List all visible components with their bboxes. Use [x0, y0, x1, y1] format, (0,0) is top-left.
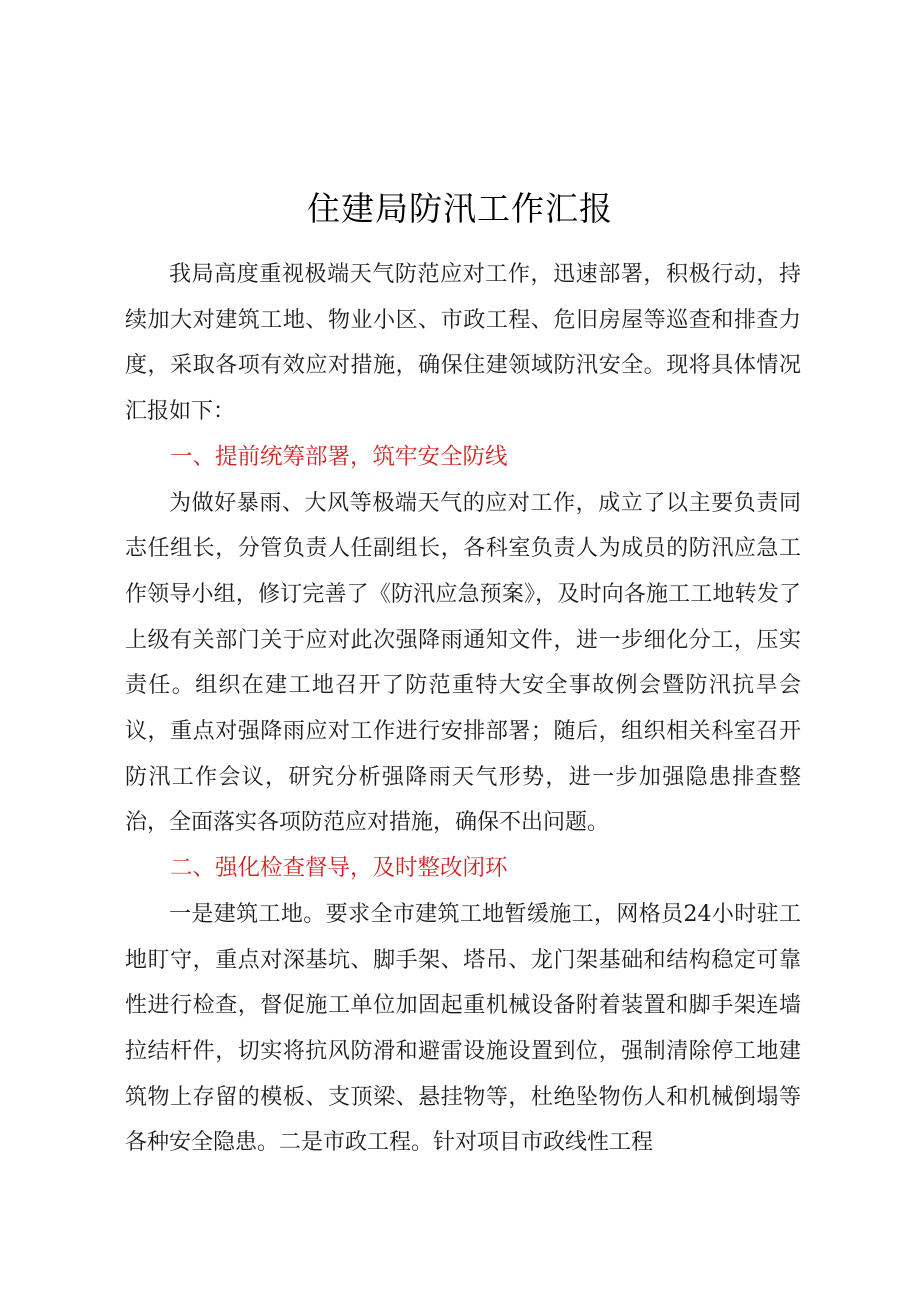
section-heading-2: 二、强化检查督导，及时整改闭环: [170, 855, 508, 882]
document-body: [125, 252, 801, 1166]
intro-paragraph: 我局高度重视极端天气防范应对工作，迅速部署，积极行动，持续加大对建筑工地、物业小区、市政工程、危旧房屋等巡查和排查力度，采取各项有效应对措施，确保住建领域防汛安全。现将具体情况汇报如下：: [125, 262, 801, 425]
document-title: 住建局防汛工作汇报: [307, 189, 613, 228]
section-1-paragraph: 为做好暴雨、大风等极端天气的应对工作，成立了以主要负责同志任组长，分管负责人任副组长，各科室负责人为成员的防汛应急工作领导小组，修订完善了《防汛应急预案》，及时向各施工工地转发了上级有关部门关于应对此次强降雨通知文件，进一步细化分工，压实责任。组织在建工地召开了防范重特大安全事故例会暨防汛抗旱会议，重点对强降雨应对工作进行安排部署；随后，组织相关科室召开防汛工作会议，研究分析强降雨天气形势，进一步加强隐患排查整治，全面落实各项防范应对措施，确保不出问题。: [125, 490, 801, 836]
section-2-paragraph: 一是建筑工地。要求全市建筑工地暂缓施工，网格员24小时驻工地盯守，重点对深基坑、脚手架、塔吊、龙门架基础和结构稳定可靠性进行检查，督促施工单位加固起重机械设备附着装置和脚手架连墙拉结杆件，切实将抗风防滑和避雷设施设置到位，强制清除停工地建筑物上存留的模板、支顶梁、悬挂物等，杜绝坠物伤人和机械倒塌等各种安全隐患。二是市政工程。针对项目市政线性工程: [125, 901, 801, 1156]
section-heading-1: 一、提前统筹部署，筑牢安全防线: [170, 443, 508, 470]
